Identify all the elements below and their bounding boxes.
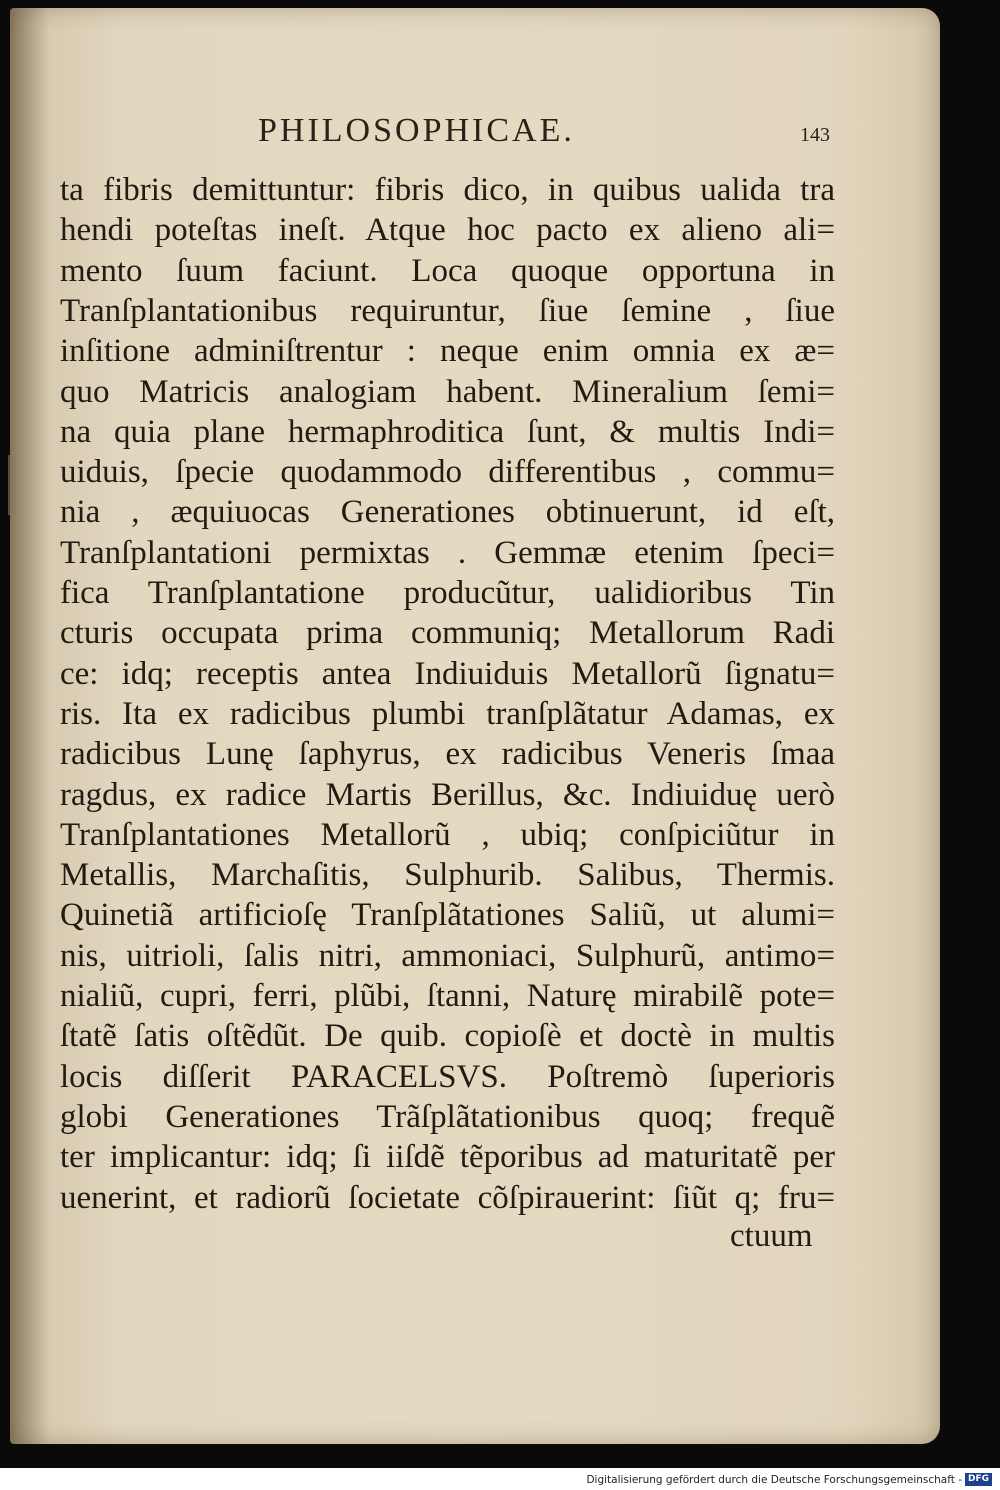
text-line: ragdus, ex radice Martis Berillus, &c. Indiuiduę uerò bbox=[60, 776, 835, 813]
gutter-shadow bbox=[10, 8, 50, 1444]
text-line: radicibus Lunę ſaphyrus, ex radicibus Veneris ſmaa bbox=[60, 736, 835, 773]
text-line: Tranſplantationi permixtas . Gemmæ etenim ſpeci= bbox=[60, 534, 835, 571]
text-line: nis, uitrioli, ſalis nitri, ammoniaci, Sulphurũ, antimo= bbox=[60, 937, 835, 974]
text-line: na quia plane hermaphroditica ſunt, & multis Indi= bbox=[60, 413, 835, 450]
dfg-logo: DFG bbox=[965, 1473, 992, 1486]
page-number: 143 bbox=[800, 124, 830, 146]
text-line: Metallis, Marchaſitis, Sulphurib. Salibus, Thermis. bbox=[60, 857, 835, 894]
margin-mark bbox=[8, 455, 10, 515]
text-line: Tranſplantationibus requiruntur, ſiue ſemine , ſiue bbox=[60, 292, 835, 329]
text-line: Tranſplantationes Metallorũ , ubiq; conſpiciũtur in bbox=[60, 816, 835, 853]
text-line: inſitione adminiſtrentur : neque enim omnia ex æ= bbox=[60, 333, 835, 370]
catchword: ctuum bbox=[730, 1218, 813, 1254]
text-line: nialiũ, cupri, ferri, plũbi, ſtanni, Naturę mirabilẽ pote= bbox=[60, 978, 835, 1014]
text-line: ris. Ita ex radicibus plumbi tranſplãtatur Adamas, ex bbox=[60, 695, 835, 732]
text-line: nia , æquiuocas Generationes obtinuerunt, id eſt, bbox=[60, 494, 835, 531]
text-line: ce: idq; receptis antea Indiuiduis Metallorũ ſignatu= bbox=[60, 655, 835, 692]
text-line: ta fibris demittuntur: fibris dico, in quibus ualida tra bbox=[60, 172, 835, 208]
digitization-credit bbox=[586, 1473, 992, 1486]
text-line: ſtatẽ ſatis oſtẽdũt. De quib. copioſè et doctè in multis bbox=[60, 1018, 835, 1055]
text-line: Quinetiã artificioſę Tranſplãtationes Saliũ, ut alumi= bbox=[60, 897, 835, 934]
running-head: PHILOSOPHICAE. bbox=[258, 112, 575, 149]
text-line: uiduis, ſpecie quodammodo differentibus , commu= bbox=[60, 454, 835, 491]
text-line: locis diſſerit PARACELSVS. Poſtremò ſuperioris bbox=[60, 1058, 835, 1095]
text-line: hendi poteſtas ineſt. Atque hoc pacto ex alieno ali= bbox=[60, 212, 835, 249]
text-line: uenerint, et radiorũ ſocietate cõſpirauerint: ſiũt q; fru= bbox=[60, 1179, 835, 1216]
text-line: quo Matricis analogiam habent. Mineralium ſemi= bbox=[60, 373, 835, 410]
text-line: mento ſuum faciunt. Loca quoque opportuna in bbox=[60, 252, 835, 289]
credit-text: Digitalisierung gefördert durch die Deutsche Forschungsgemeinschaft - bbox=[586, 1473, 962, 1486]
text-line: fica Tranſplantatione producũtur, ualidioribus Tin bbox=[60, 575, 835, 611]
text-line: globi Generationes Trãſplãtationibus quoq; frequẽ bbox=[60, 1098, 835, 1135]
text-line: cturis occupata prima communiq; Metallorum Radi bbox=[60, 615, 835, 652]
text-line: ter implicantur: idq; ſi iiſdẽ tẽporibus ad maturitatẽ per bbox=[60, 1139, 835, 1176]
